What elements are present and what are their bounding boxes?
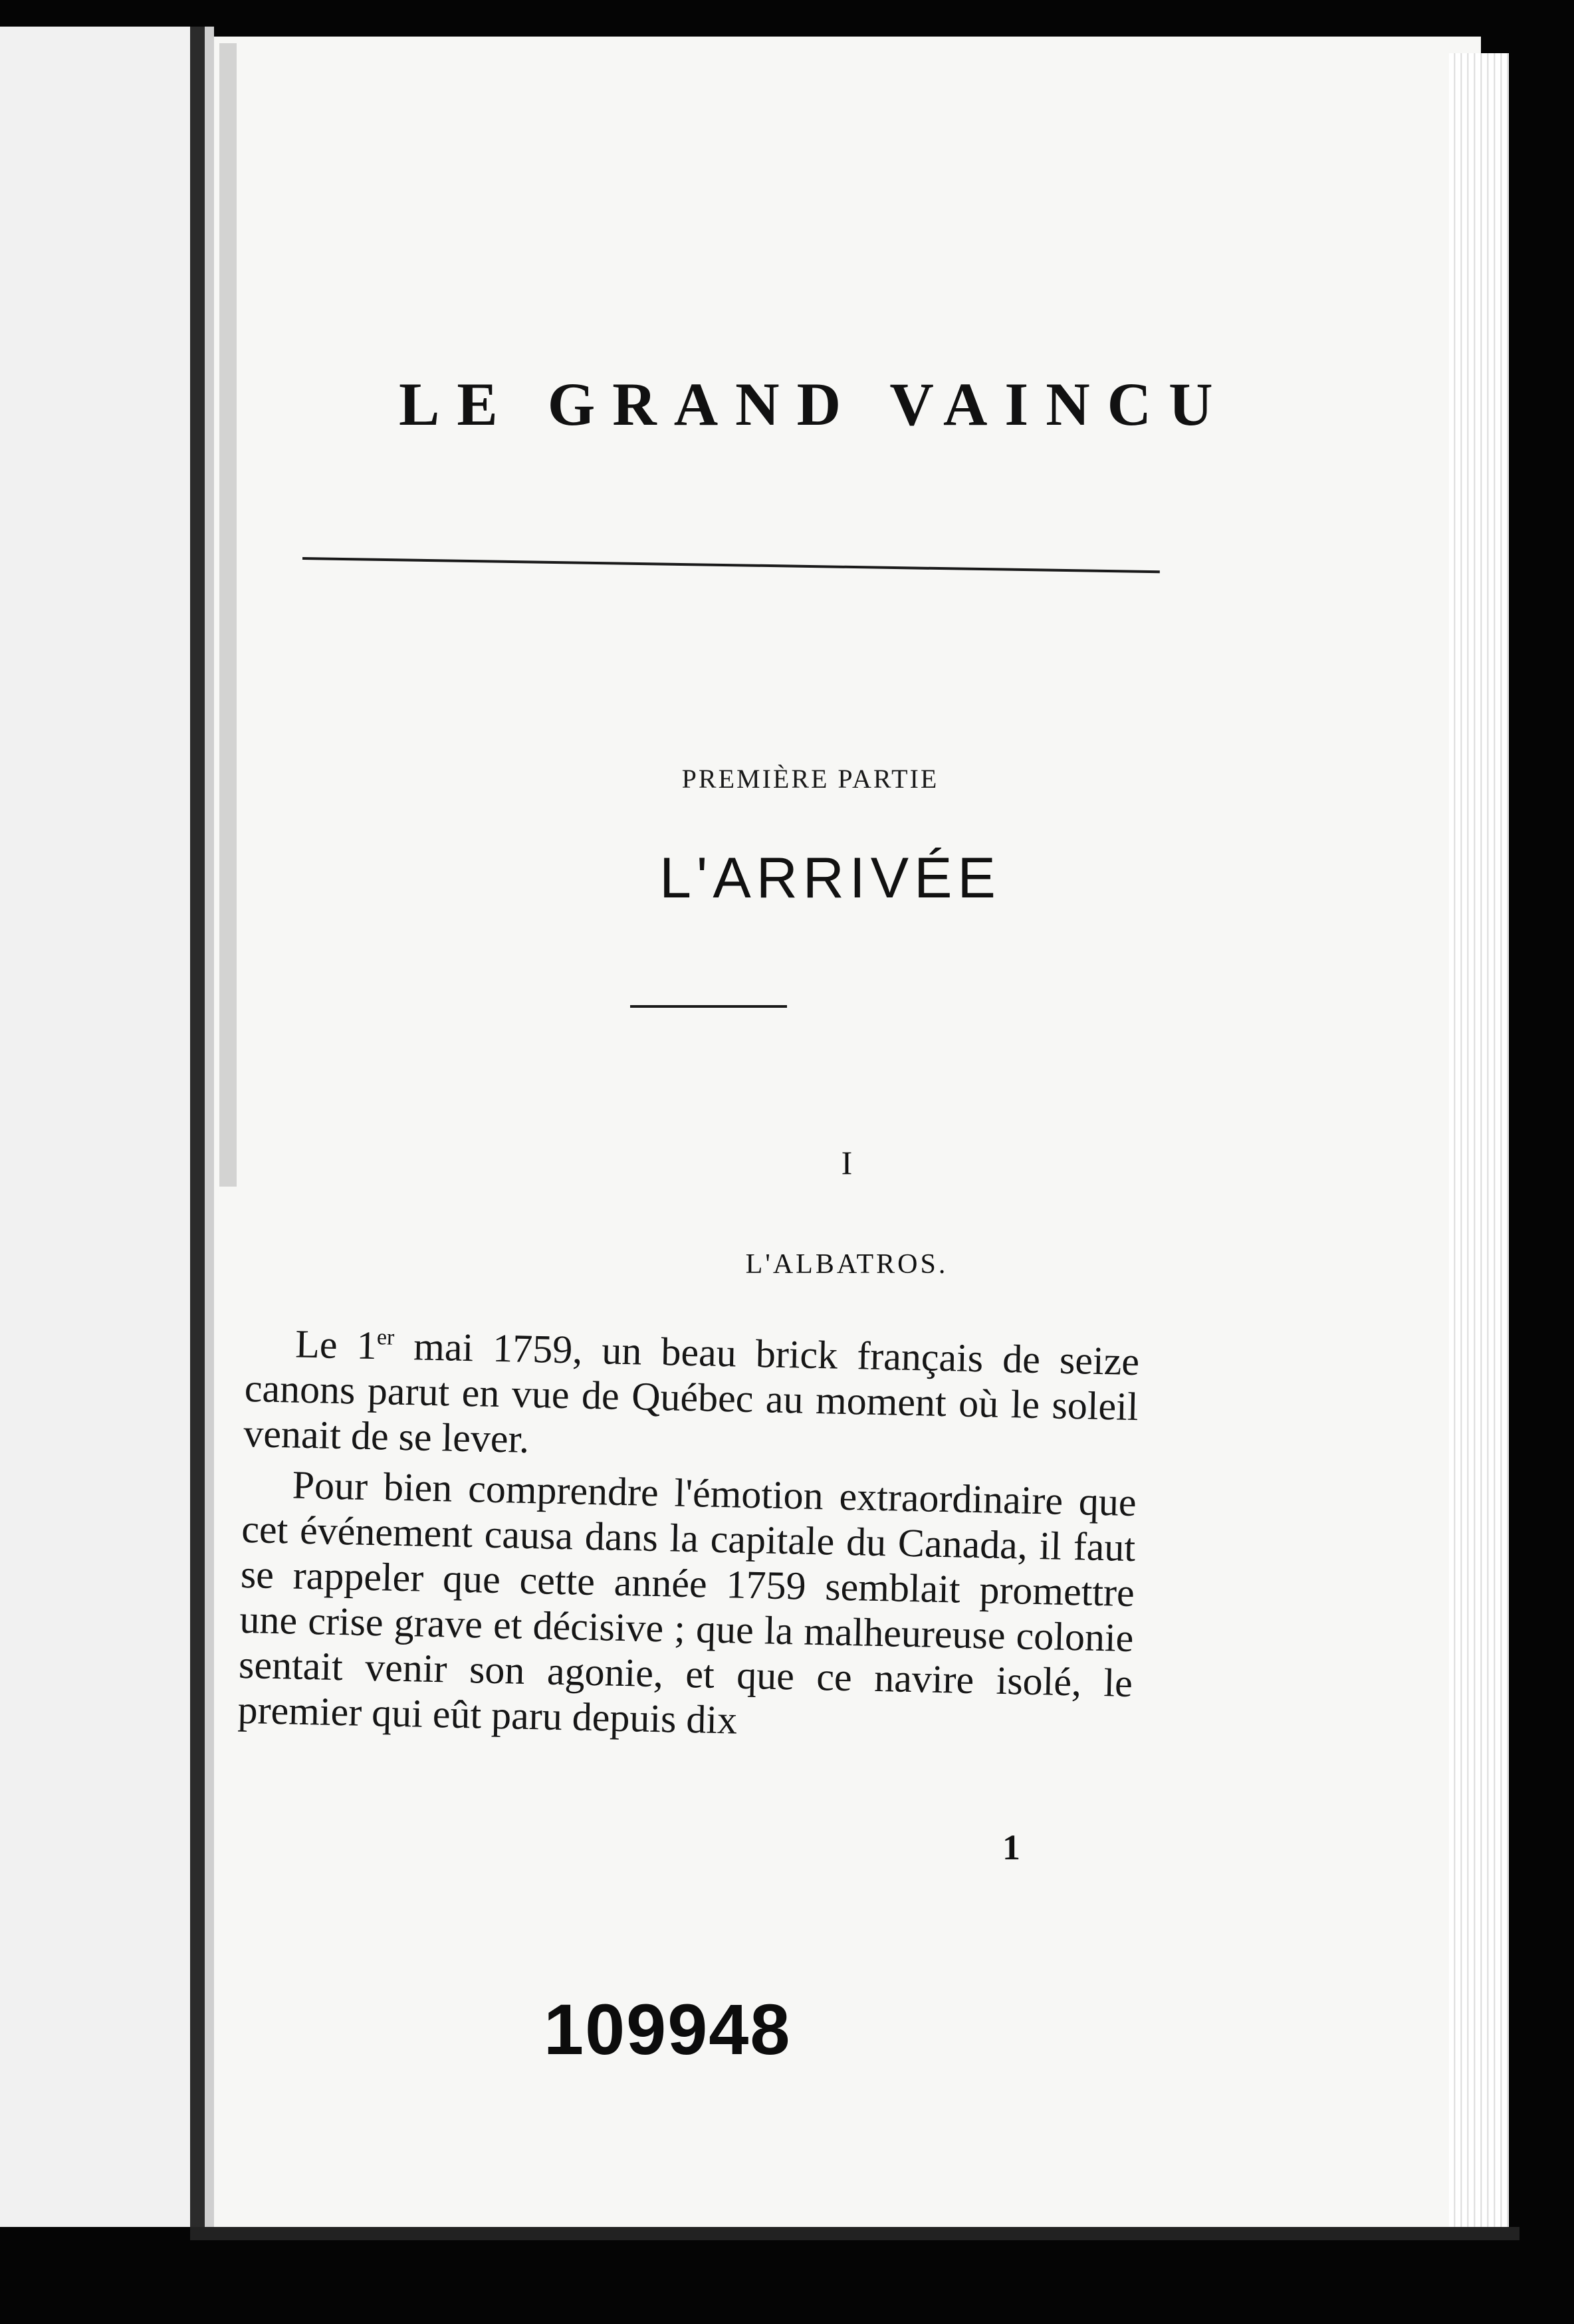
- paragraph-2: [237, 1461, 1137, 1751]
- part-title: L'ARRIVÉE: [659, 846, 1001, 910]
- part-label: PREMIÈRE PARTIE: [681, 764, 939, 794]
- book-gutter: [190, 27, 205, 2227]
- library-stamp-number: 109948: [544, 1989, 792, 2069]
- right-page: [214, 37, 1481, 2237]
- body-text: [237, 1320, 1140, 1751]
- page-bottom-shadow: [190, 2227, 1519, 2240]
- gutter-highlight: [205, 27, 214, 2227]
- paragraph-2-text: Pour bien comprendre l'émotion extraordinaire que cet événement causa dans la capitale du Canada, il faut se rappeler que cette année 1759 semblait promettre une crise grave et décisive ; que la malheureuse colonie sentait venir son agonie, et que ce navire isolé, le premier qui eût paru depuis dix: [237, 1462, 1137, 1742]
- ordinal-superscript: er: [376, 1325, 395, 1350]
- paragraph-1: [243, 1320, 1140, 1474]
- paragraph-1-rest: mai 1759, un beau brick français de seize canons parut en vue de Québec au moment où le soleil venait de se lever.: [243, 1324, 1140, 1461]
- paragraph-1-lead: Le 1: [294, 1322, 378, 1368]
- chapter-title: L'ALBATROS.: [745, 1249, 949, 1280]
- left-page-edge: [0, 27, 190, 2227]
- page-number: 1: [1002, 1827, 1020, 1867]
- part-rule: [630, 1005, 787, 1008]
- book-title: LE GRAND VAINCU: [399, 370, 1230, 438]
- page-crease: [219, 43, 237, 1187]
- chapter-number: I: [841, 1144, 853, 1181]
